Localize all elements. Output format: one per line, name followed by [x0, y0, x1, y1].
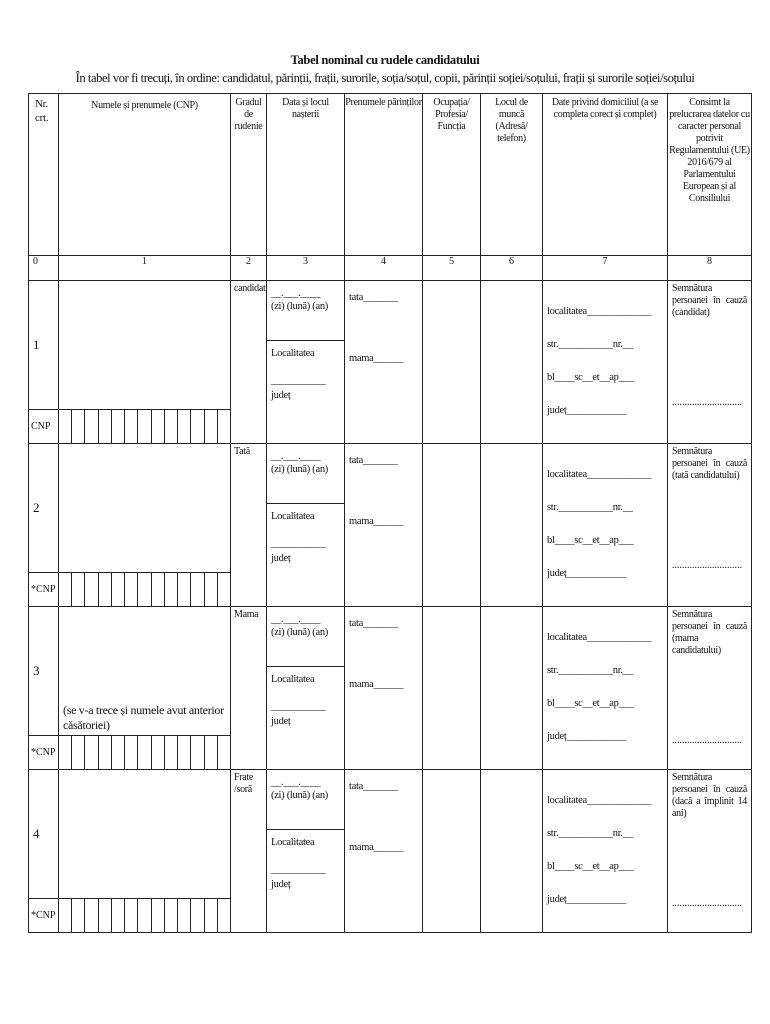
- father-name-line: tata_______: [349, 292, 398, 303]
- consent-signature-field[interactable]: [668, 444, 752, 607]
- domicile-field[interactable]: [543, 281, 668, 444]
- signature-dots: ............................: [672, 560, 742, 571]
- occupation-field[interactable]: [423, 770, 481, 933]
- row-number: 4: [29, 770, 59, 899]
- consent-signature-label: Semnătura persoanei în cauză (candidat): [672, 283, 747, 318]
- domicile-block-line: bl____sc__et__ap___: [547, 535, 634, 546]
- maiden-name-note: (se v-a trece și numele avut anterior căsătoriei): [63, 703, 224, 732]
- birth-field[interactable]: [267, 607, 345, 770]
- birth-date-hint: (zi) (lună) (an): [271, 301, 328, 312]
- father-name-line: tata_______: [349, 781, 398, 792]
- birth-place-line: ___________: [271, 864, 326, 875]
- domicile-county-line: județ____________: [547, 405, 626, 416]
- consent-signature-label: Semnătura persoanei în cauză (mama candidatului): [672, 609, 747, 656]
- col-number: 1: [59, 256, 231, 281]
- table-row: [29, 281, 752, 410]
- signature-dots: ............................: [672, 397, 742, 408]
- birth-date-hint: (zi) (lună) (an): [271, 464, 328, 475]
- header-work: Locul de muncă (Adresă/ telefon): [481, 94, 543, 256]
- relatives-table: [28, 93, 752, 933]
- occupation-field[interactable]: [423, 607, 481, 770]
- parents-field[interactable]: [345, 770, 423, 933]
- signature-dots: ............................: [672, 735, 742, 746]
- header-parents: Prenumele părinților: [345, 94, 423, 256]
- parents-field[interactable]: [345, 444, 423, 607]
- domicile-street-line: str.___________nr.__: [547, 665, 633, 676]
- signature-dots: ............................: [672, 898, 742, 909]
- cnp-input-grid[interactable]: [59, 736, 231, 770]
- cnp-label: *CNP: [29, 899, 59, 933]
- mother-name-line: mama______: [349, 679, 404, 690]
- domicile-block-line: bl____sc__et__ap___: [547, 861, 634, 872]
- workplace-field[interactable]: [481, 444, 543, 607]
- birth-field[interactable]: [267, 444, 345, 607]
- cnp-boxes: [59, 573, 230, 606]
- consent-signature-label: Semnătura persoanei în cauză (tată candidatului): [672, 446, 747, 481]
- domicile-field[interactable]: [543, 607, 668, 770]
- domicile-block-line: bl____sc__et__ap___: [547, 372, 634, 383]
- cnp-label: *CNP: [29, 736, 59, 770]
- birth-date-line: __.___.____: [271, 451, 321, 462]
- domicile-county-line: județ____________: [547, 731, 626, 742]
- domicile-locality-line: localitatea_____________: [547, 469, 652, 480]
- cnp-boxes: [59, 410, 230, 443]
- header-domicile: Date privind domiciliul (a se completa corect și complet): [543, 94, 668, 256]
- table-row: [29, 607, 752, 736]
- column-number-row: [29, 256, 752, 281]
- birth-place-label: Localitatea: [271, 511, 315, 522]
- birth-place-label: Localitatea: [271, 837, 315, 848]
- row-number: 1: [29, 281, 59, 410]
- father-name-line: tata_______: [349, 618, 398, 629]
- birth-county-label: județ: [271, 553, 291, 564]
- birth-date-line: __.___.____: [271, 614, 321, 625]
- relationship-degree: Frate /soră: [231, 770, 267, 933]
- name-field[interactable]: [59, 607, 231, 736]
- occupation-field[interactable]: [423, 281, 481, 444]
- table-row: [29, 770, 752, 899]
- domicile-locality-line: localitatea_____________: [547, 632, 652, 643]
- domicile-locality-line: localitatea_____________: [547, 795, 652, 806]
- cnp-input-grid[interactable]: [59, 573, 231, 607]
- domicile-street-line: str.___________nr.__: [547, 339, 633, 350]
- workplace-field[interactable]: [481, 607, 543, 770]
- relationship-degree: Mama: [231, 607, 267, 770]
- birth-date-line: __.___.____: [271, 288, 321, 299]
- birth-field[interactable]: [267, 770, 345, 933]
- cnp-boxes: [59, 736, 230, 769]
- header-row: [29, 94, 752, 256]
- birth-field[interactable]: [267, 281, 345, 444]
- domicile-county-line: județ____________: [547, 894, 626, 905]
- birth-date-hint: (zi) (lună) (an): [271, 627, 328, 638]
- col-number: 7: [543, 256, 668, 281]
- header-grad: Gradul de rudenie: [231, 94, 267, 256]
- col-number: 6: [481, 256, 543, 281]
- header-birth: Data și locul nașterii: [267, 94, 345, 256]
- parents-field[interactable]: [345, 607, 423, 770]
- birth-date-hint: (zi) (lună) (an): [271, 790, 328, 801]
- mother-name-line: mama______: [349, 842, 404, 853]
- birth-place-line: ___________: [271, 538, 326, 549]
- document-subtitle: În tabel vor fi trecuți, în ordine: candidatul, părinții, frații, surorile, soția/soțul, copii, părinții soției/soțului, frații și surorile soției/soțului: [75, 71, 695, 85]
- domicile-county-line: județ____________: [547, 568, 626, 579]
- consent-signature-field[interactable]: [668, 607, 752, 770]
- birth-county-label: județ: [271, 716, 291, 727]
- name-field[interactable]: [59, 770, 231, 899]
- col-number: 3: [267, 256, 345, 281]
- cnp-input-grid[interactable]: [59, 899, 231, 933]
- cnp-label: *CNP: [29, 573, 59, 607]
- birth-date-line: __.___.____: [271, 777, 321, 788]
- domicile-field[interactable]: [543, 444, 668, 607]
- domicile-locality-line: localitatea_____________: [547, 306, 652, 317]
- relationship-degree: Tată: [231, 444, 267, 607]
- cnp-input-grid[interactable]: [59, 410, 231, 444]
- header-name: Numele și prenumele (CNP): [59, 94, 231, 256]
- col-number: 5: [423, 256, 481, 281]
- domicile-street-line: str.___________nr.__: [547, 502, 633, 513]
- birth-place-label: Localitatea: [271, 674, 315, 685]
- workplace-field[interactable]: [481, 281, 543, 444]
- domicile-field[interactable]: [543, 770, 668, 933]
- table-row: [29, 444, 752, 573]
- col-number: 8: [668, 256, 752, 281]
- header-consent: Consimt la prelucrarea datelor cu caracter personal potrivit Regulamentului (UE) 2016/679 al Parlamentului European și al Consiliului: [668, 94, 752, 256]
- row-number: 2: [29, 444, 59, 573]
- birth-county-label: județ: [271, 879, 291, 890]
- relationship-degree: candidat: [231, 281, 267, 444]
- birth-place-label: Localitatea: [271, 348, 315, 359]
- col-number: 4: [345, 256, 423, 281]
- col-number: 0: [29, 256, 59, 281]
- header-nr: Nr. crt.: [29, 94, 59, 256]
- header-occupation: Ocupația/ Profesia/ Funcția: [423, 94, 481, 256]
- name-field[interactable]: [59, 281, 231, 410]
- cnp-label: CNP: [29, 410, 59, 444]
- birth-place-line: ___________: [271, 375, 326, 386]
- document-title: Tabel nominal cu rudele candidatului: [290, 53, 480, 67]
- birth-county-label: județ: [271, 390, 291, 401]
- consent-signature-label: Semnătura persoanei în cauză (dacă a împlinit 14 ani): [672, 772, 747, 819]
- workplace-field[interactable]: [481, 770, 543, 933]
- cnp-boxes: [59, 899, 230, 932]
- row-number: 3: [29, 607, 59, 736]
- consent-signature-field[interactable]: [668, 281, 752, 444]
- domicile-block-line: bl____sc__et__ap___: [547, 698, 634, 709]
- consent-signature-field[interactable]: [668, 770, 752, 933]
- birth-place-line: ___________: [271, 701, 326, 712]
- parents-field[interactable]: [345, 281, 423, 444]
- occupation-field[interactable]: [423, 444, 481, 607]
- name-field[interactable]: [59, 444, 231, 573]
- col-number: 2: [231, 256, 267, 281]
- father-name-line: tata_______: [349, 455, 398, 466]
- mother-name-line: mama______: [349, 353, 404, 364]
- mother-name-line: mama______: [349, 516, 404, 527]
- domicile-street-line: str.___________nr.__: [547, 828, 633, 839]
